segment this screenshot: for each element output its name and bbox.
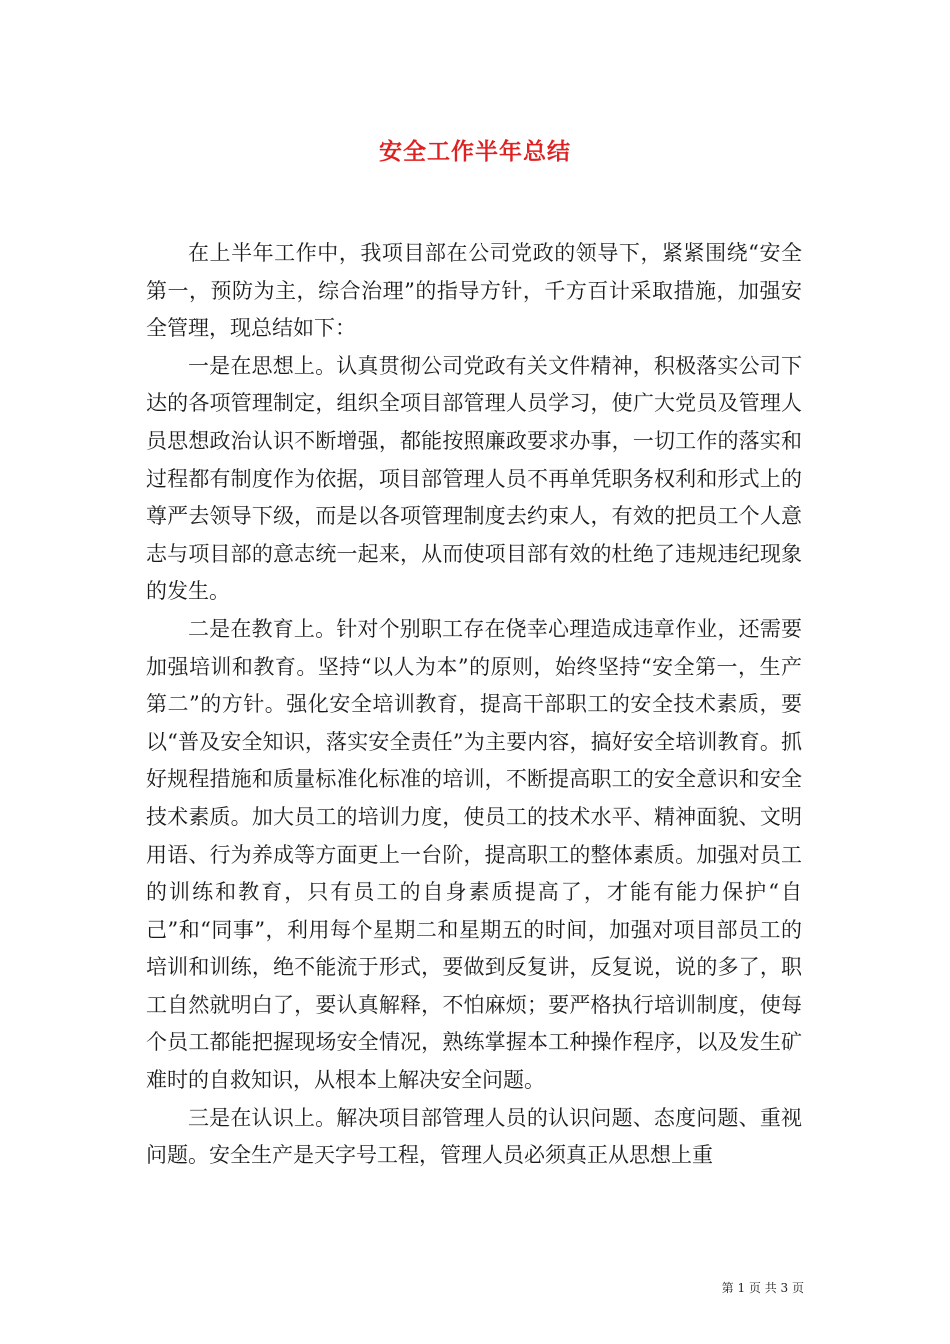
paragraph-awareness: 三是在认识上。解决项目部管理人员的认识问题、态度问题、重视问题。安全生产是天字号工程，管理人员必须真正从思想上重 <box>146 1105 802 1168</box>
paragraph-intro: 在上半年工作中，我项目部在公司党政的领导下，紧紧围绕“安全第一，预防为主，综合治理”的指导方针，千方百计采取措施，加强安全管理，现总结如下： <box>146 241 802 341</box>
paragraph-education: 二是在教育上。针对个别职工存在侥幸心理造成违章作业，还需要加强培训和教育。坚持“以人为本”的原则，始终坚持“安全第一，生产第二”的方针。强化安全培训教育，提高干部职工的安全技术素质，要以“普及安全知识，落实安全责任”为主要内容，搞好安全培训教育。抓好规程措施和质量标准化标准的培训，不断提高职工的安全意识和安全技术素质。加大员工的培训力度，使员工的技术水平、精神面貌、文明用语、行为养成等方面更上一台阶，提高职工的整体素质。加强对员工的训练和教育，只有员工的自身素质提高了，才能有能力保护“自己”和“同事”，利用每个星期二和星期五的时间，加强对项目部员工的培训和训练，绝不能流于形式，要做到反复讲，反复说，说的多了，职工自然就明白了，要认真解释，不怕麻烦；要严格执行培训制度，使每个员工都能把握现场安全情况，熟练掌握本工种操作程序，以及发生矿难时的自救知识，从根本上解决安全问题。 <box>146 616 802 1093</box>
page-number-footer: 第 1 页 共 3 页 <box>721 1281 804 1295</box>
document-title: 安全工作半年总结 <box>379 138 571 165</box>
document-body <box>146 235 802 1175</box>
paragraph-thought: 一是在思想上。认真贯彻公司党政有关文件精神，积极落实公司下达的各项管理制定，组织全项目部管理人员学习，使广大党员及管理人员思想政治认识不断增强，都能按照廉政要求办事，一切工作的落实和过程都有制度作为依据，项目部管理人员不再单凭职务权利和形式上的尊严去领导下级，而是以各项管理制度去约束人，有效的把员工个人意志与项目部的意志统一起来，从而使项目部有效的杜绝了违规违纪现象的发生。 <box>146 353 802 604</box>
